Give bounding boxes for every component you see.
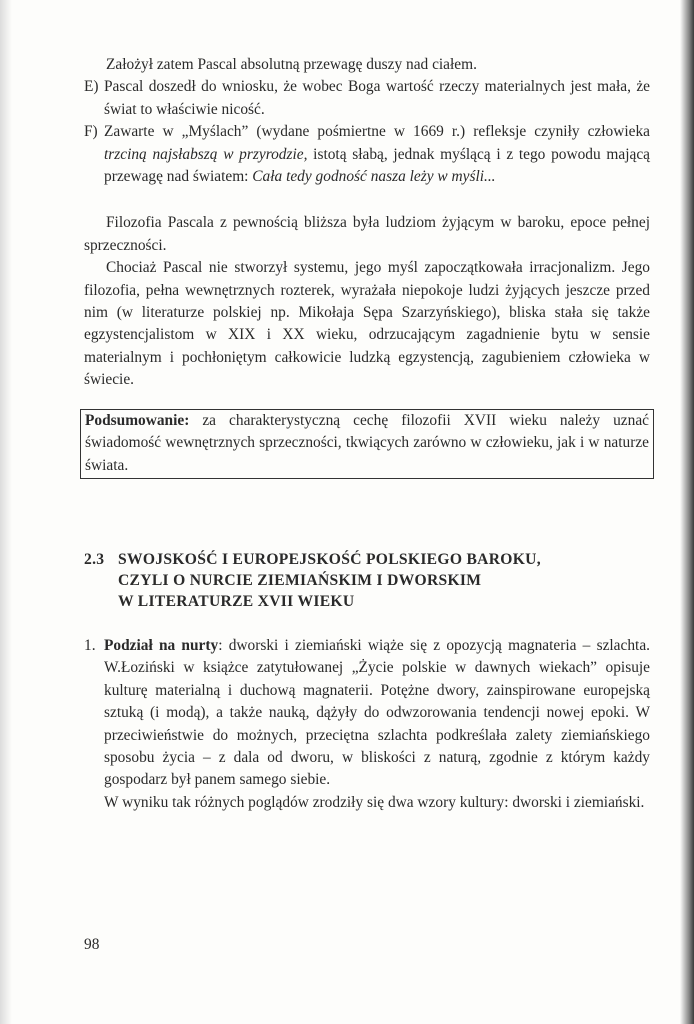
summary-label: Podsumowanie: [85, 411, 190, 429]
item-marker: 1. [84, 636, 96, 654]
list-item-1 [84, 635, 650, 792]
page-body [84, 54, 650, 814]
section-title-line: W LITERATURZE XVII WIEKU [118, 592, 355, 610]
section-heading [84, 549, 650, 612]
page-number: 98 [84, 936, 100, 953]
italic-quote: Cała tedy godność nasza leży w myśli... [252, 168, 496, 186]
paragraph: Chociaż Pascal nie stworzył systemu, jego myśl zapoczątkowała irracjonalizm. Jego filozofia, pełna wewnętrznych rozterek, wyrażała niepokoje ludzi żyjących jeszcze przed nim (w literaturze polskiej np. Mikołaja Sępa Szarzyńskiego), bliska stała się także egzystencjalistom w XIX i XX wieku, odrzucającym zagadnienie bytu w sensie materialnym i pochłoniętym całkowicie ludzką egzystencją, zagubieniem człowieka w świecie. [84, 259, 650, 389]
item-text: : dworski i ziemiański wiąże się z opozycją magnateria – szlachta. W.Łoziński w książce zatytułowanej „Życie polskie w dawnych wiekach” opisuje kulturę materialną i duchową magnaterii. Potężne dwory, zainspirowane europejską sztuką (i modą), a także nauką, dążyły do odwzorowania tendencji nowej epoki. W przeciwieństwie do możnych, przeciętna szlachta podkreślała zalety ziemiańskiego sposobu życia – z dala od dworu, w bliskości z naturą, zgodnie z którym każdy gospodarz był panem samego siebie. [104, 636, 650, 789]
list-item-continuation: W wyniku tak różnych poglądów zrodziły się dwa wzory kultury: dworski i ziemiański. [104, 793, 645, 811]
item-marker: F) [84, 123, 98, 141]
summary-box [80, 409, 654, 479]
item-text: istotą słabą, jednak myślącą i z tego powodu mającą przewagę nad światem: [104, 145, 650, 186]
page-left-shadow [0, 0, 12, 1024]
page-binding-shadow [680, 0, 694, 1024]
item-text: Zawarte w „Myślach” (wydane pośmiertne w 1669 r.) refleksje czyniły człowieka [104, 123, 650, 141]
italic-phrase: trzciną najsłabszą w przyrodzie, [104, 145, 308, 163]
numbered-list [84, 635, 650, 814]
item-bold-term: Podział na nurty [104, 636, 219, 654]
section-number: 2.3 [84, 550, 105, 568]
item-text: Pascal doszedł do wniosku, że wobec Boga wartość rzeczy materialnych jest mała, że świat to właściwie nicość. [104, 78, 650, 118]
list-item-f [84, 121, 650, 188]
paragraph: Filozofia Pascala z pewnością bliższa była ludziom żyjącym w baroku, epoce pełnej sprzeczności. [84, 214, 650, 254]
section-title-line: SWOJSKOŚĆ I EUROPEJSKOŚĆ POLSKIEGO BAROKU, [118, 550, 541, 568]
summary-text: za charakterystyczną cechę filozofii XVII wieku należy uznać świadomość wewnętrznych sprzeczności, tkwiących zarówno w człowieku, jak i w naturze świata. [85, 411, 649, 474]
item-marker: E) [84, 78, 99, 96]
list-item-e [84, 76, 650, 121]
intro-line: Założył zatem Pascal absolutną przewagę duszy nad ciałem. [106, 56, 477, 73]
section-title-line: CZYLI O NURCIE ZIEMIAŃSKIM I DWORSKIM [118, 571, 482, 589]
